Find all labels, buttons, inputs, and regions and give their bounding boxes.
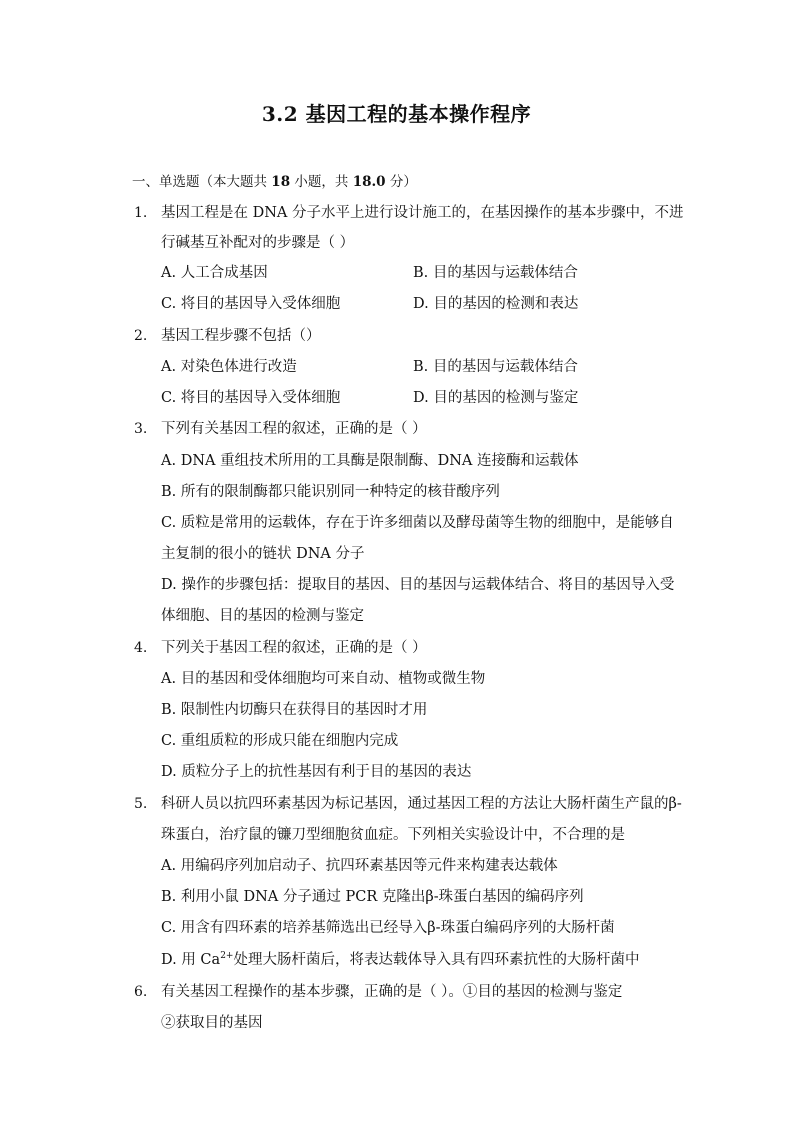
question-stem: ②获取目的基因 [161, 1015, 263, 1031]
option-a: A. 用编码序列加启动子、抗四环素基因等元件来构建表达载体 [161, 858, 558, 874]
question-number: 4. [134, 640, 148, 656]
option-d: D. 操作的步骤包括：提取目的基因、目的基因与运载体结合、将目的基因导入受 [161, 577, 675, 593]
option-d: D. 质粒分子上的抗性基因有利于目的基因的表达 [161, 764, 472, 780]
question-number: 5. [134, 796, 148, 812]
option-c: C. 将目的基因导入受体细胞 [161, 390, 341, 406]
question-number: 6. [134, 984, 148, 1000]
option-c: C. 将目的基因导入受体细胞 [161, 296, 341, 312]
question-stem: 有关基因工程操作的基本步骤，正确的是（ ）。①目的基因的检测与鉴定 [161, 984, 623, 1000]
option-c: C. 重组质粒的形成只能在细胞内完成 [161, 733, 399, 749]
option-c: C. 用含有四环素的培养基筛选出已经导入β-珠蛋白编码序列的大肠杆菌 [161, 920, 615, 936]
question-stem: 下列关于基因工程的叙述，正确的是（ ） [161, 640, 427, 656]
page-title: 3.2 基因工程的基本操作程序 [261, 102, 532, 126]
question-number: 1. [134, 205, 148, 221]
option-b: B. 限制性内切酶只在获得目的基因时才用 [161, 702, 428, 718]
option-a: A. 目的基因和受体细胞均可来自动、植物或微生物 [161, 671, 486, 687]
question-number: 3. [134, 421, 148, 437]
question-stem: 下列有关基因工程的叙述，正确的是（ ） [161, 421, 427, 437]
question-stem: 行碱基互补配对的步骤是（ ） [161, 235, 355, 251]
option-a: A. 对染色体进行改造 [161, 359, 297, 375]
option-d-continued: 体细胞、目的基因的检测与鉴定 [161, 608, 364, 624]
question-stem: 基因工程步骤不包括（） [161, 328, 321, 344]
option-b: B. 利用小鼠 DNA 分子通过 PCR 克隆出β-珠蛋白基因的编码序列 [161, 889, 584, 905]
option-d: D. 用 $Ca^{2+}$处理大肠杆菌后，将表达载体导入具有四环素抗性的大肠杆菌中 [161, 951, 640, 968]
option-b: B. 目的基因与运载体结合 [413, 359, 578, 375]
option-a: A. DNA 重组技术所用的工具酶是限制酶、DNA 连接酶和运载体 [161, 453, 579, 469]
option-c: C. 质粒是常用的运载体，存在于许多细菌以及酵母菌等生物的细胞中，是能够自 [161, 515, 674, 531]
section-heading: 一、单选题（本大题共 18 小题，共 18.0 分） [132, 174, 417, 190]
option-b: B. 目的基因与运载体结合 [413, 265, 578, 281]
option-d: D. 目的基因的检测和表达 [413, 296, 579, 312]
question-stem: 基因工程是在 DNA 分子水平上进行设计施工的，在基因操作的基本步骤中，不进 [161, 205, 684, 221]
question-number: 2. [134, 328, 148, 344]
question-stem: 珠蛋白，治疗鼠的镰刀型细胞贫血症。下列相关实验设计中，不合理的是 [161, 827, 625, 843]
question-stem: 科研人员以抗四环素基因为标记基因，通过基因工程的方法让大肠杆菌生产鼠的β- [161, 796, 682, 812]
option-c-continued: 主复制的很小的链状 DNA 分子 [161, 546, 365, 562]
option-a: A. 人工合成基因 [161, 265, 268, 281]
option-d: D. 目的基因的检测与鉴定 [413, 390, 579, 406]
option-b: B. 所有的限制酶都只能识别同一种特定的核苷酸序列 [161, 484, 500, 500]
